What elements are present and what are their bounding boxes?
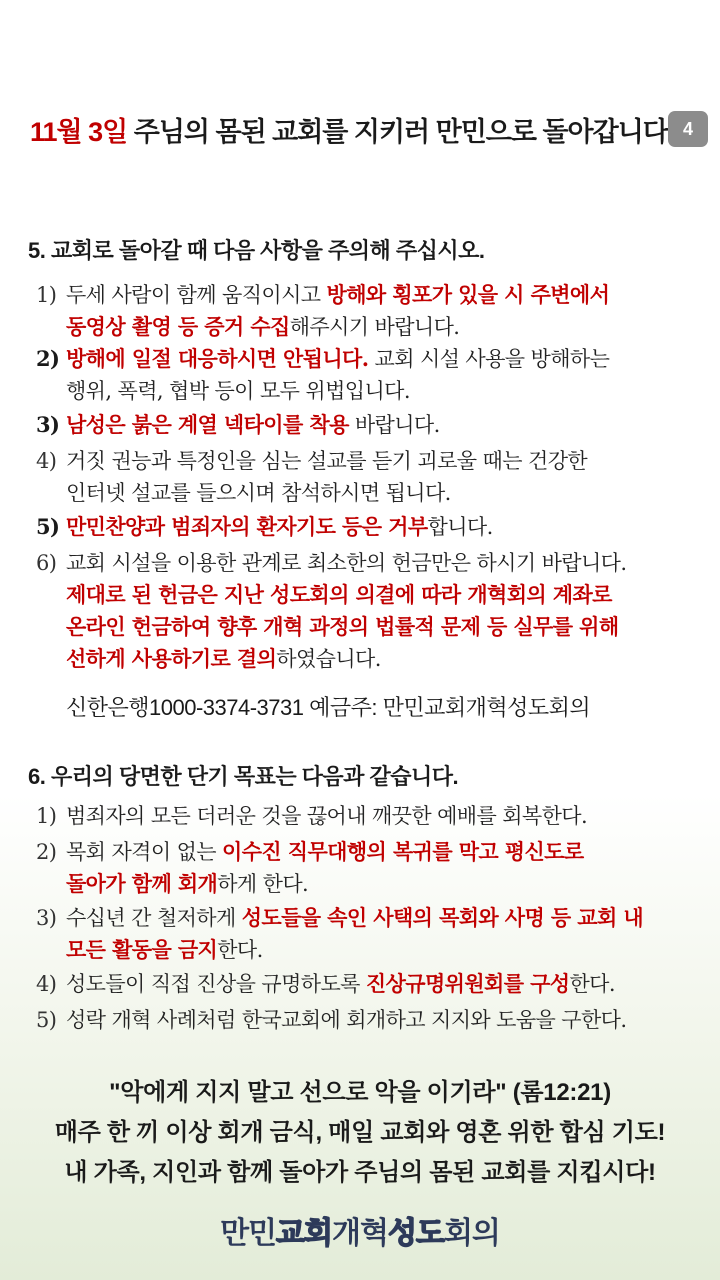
section-6-item-1: 1) 범죄자의 모든 더러운 것을 끊어내 깨끗한 예배를 회복한다. — [36, 804, 588, 828]
section-6-item-2: 2) 목회 자격이 없는 이수진 직무대행의 복귀를 막고 평신도로 돌아가 함께 회개하게 한다. — [36, 839, 584, 896]
title-date: 11월 3일 — [30, 117, 128, 147]
title-text: 주님의 몸된 교회를 지키러 만민으로 돌아갑니다 — [127, 117, 668, 147]
section-5-heading: 5. 교회로 돌아갈 때 다음 사항을 주의해 주십시오. — [28, 238, 485, 263]
section-5-item-5: 5) 만민찬양과 범죄자의 환자기도 등은 거부합니다. — [36, 514, 493, 539]
section-6-heading: 6. 우리의 당면한 단기 목표는 다음과 같습니다. — [28, 764, 459, 789]
bank-account-info: 신한은행1000-3374-3731 예금주: 만민교회개혁성도회의 — [66, 695, 591, 720]
section-5-item-1: 1) 두세 사람이 함께 움직이시고 방해와 횡포가 있을 시 주변에서 동영상 촬영 등 증거 수집해주시기 바랍니다. — [36, 282, 610, 339]
section-5-item-2: 2) 방해에 일절 대응하시면 안됩니다. 교회 시설 사용을 방해하는 행위, 폭력, 협박 등이 모두 위법입니다. — [36, 346, 610, 403]
closing-call: 내 가족, 지인과 함께 돌아가 주님의 몸된 교회를 지킵시다! — [64, 1159, 656, 1186]
organization-logo: 만민교회개혁성도회의 — [220, 1217, 500, 1250]
section-5-item-6: 6) 교회 시설을 이용한 관계로 최소한의 헌금만은 하시기 바랍니다. 제대로 된 헌금은 지난 성도회의 의결에 따라 개혁회의 계좌로 온라인 헌금하여 향후 개혁 과정의 법률적 문제 등 실무를 위해 선하게 사용하기로 결의하였습니다. — [36, 551, 627, 671]
section-5-item-4: 4) 거짓 권능과 특정인을 심는 설교를 듣기 괴로울 때는 건강한 인터넷 설교를 들으시며 참석하시면 됩니다. — [36, 449, 588, 505]
section-5-item-3: 3) 남성은 붉은 계열 넥타이를 착용 바랍니다. — [36, 412, 440, 437]
closing-prayer: 매주 한 끼 이상 회개 금식, 매일 교회와 영혼 위한 합심 기도! — [54, 1119, 666, 1146]
section-6-item-4: 4) 성도들이 직접 진상을 규명하도록 진상규명위원회를 구성한다. — [36, 971, 615, 996]
section-6-item-5: 5) 성락 개혁 사례처럼 한국교회에 회개하고 지지와 도움을 구한다. — [36, 1008, 627, 1032]
page-number-badge: 4 — [668, 111, 708, 147]
closing-verse: "악에게 지지 말고 선으로 악을 이기라" (롬12:21) — [109, 1079, 611, 1106]
section-6-item-3: 3) 수십년 간 철저하게 성도들을 속인 사택의 목회와 사명 등 교회 내 모든 활동을 금지한다. — [36, 905, 644, 962]
page-title — [30, 110, 668, 149]
